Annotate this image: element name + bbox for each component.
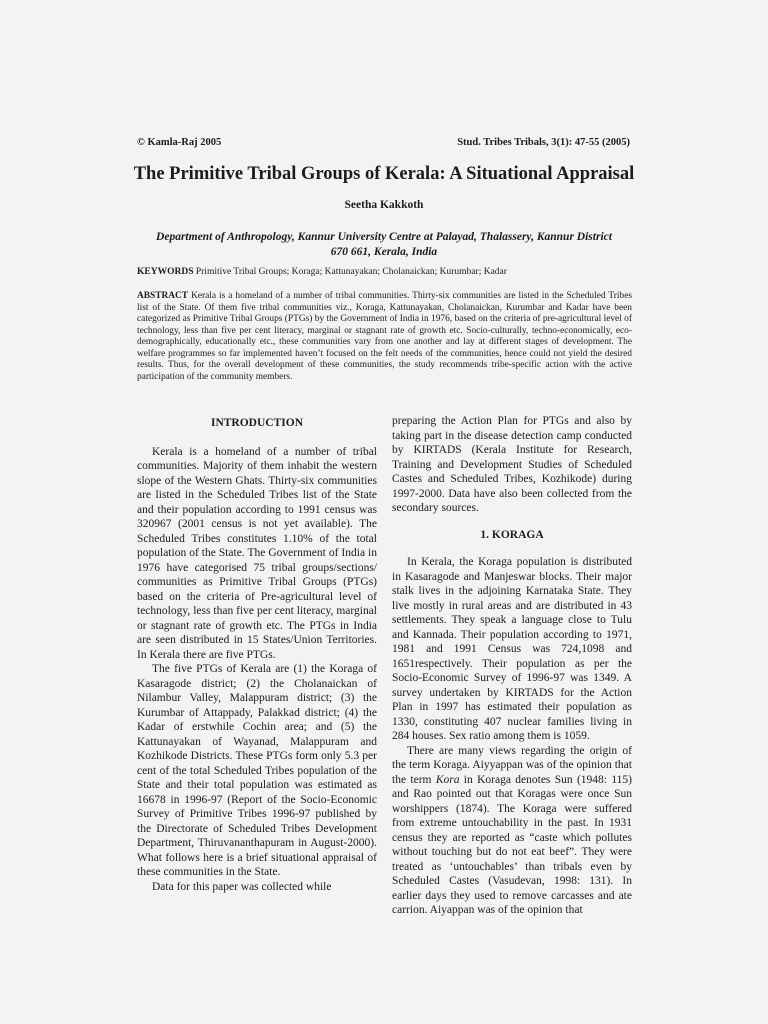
abstract-block: [137, 291, 632, 383]
kora-term: Kora: [435, 773, 460, 786]
right-column: [392, 414, 632, 918]
keywords-label: KEYWORDS: [137, 267, 194, 277]
abstract-text: Kerala is a homeland of a number of tribal communities. Thirty-six communities are listed in the Scheduled Tribes list of the State. Of them five tribal communities viz., Koraga, Kattunayakan, Cholanaickan, Kurumbar and Kadar have been categorized as Primitive Tribal Groups (PTGs) by the Government of India in 1976, based on the criteria of pre-agricultural level of technology, less than five per cent literacy, marginal or stagnant rate of growth etc. Socio-culturally, techno-economically, eco-demographically, educationally etc., these communities vary from one another and lay at different stages of development. The welfare programmes so far implemented haven’t focused on the felt needs of the communities, hence could not yield the desired results. Thus, for the overall development of these communities, the study recommends tribe-specific action with the active participation of the community members.: [137, 291, 633, 382]
koraga-paragraph-2: [392, 744, 632, 918]
author-affiliation: Department of Anthropology, Kannur University Centre at Palayad, Thalassery, Kannur District 670 661, Kerala, India: [156, 231, 612, 258]
author-name: Seetha Kakkoth: [344, 199, 424, 211]
intro-paragraph-2: The five PTGs of Kerala are (1) the Koraga of Kasaragode district; (2) the Cholanaickan of Nilambur Valley, Malappuram district; (3) the Kurumbar of Attappady, Palakkad district; (4) the Kadar of erstwhile Cochin area; and (5) the Kattunayakan of Wayanad, Malappuram and Kozhikode Districts. These PTGs form only 5.3 per cent of the total Scheduled Tribes population of the State and their total population was estimated as 16678 in 1996-97 (Report of the Socio-Economic Survey of Primitive Tribes 1996-97 published by the Directorate of Scheduled Tribes Development Department, Thiruvananthapuram in August-2000). What follows here is a brief situational appraisal of these communities in the State.: [137, 663, 377, 878]
koraga-paragraph-2-start: There are many views regarding the origin of the term Koraga. Aiyyappan was of the opinion that the term: [392, 744, 632, 786]
keywords-text: Primitive Tribal Groups; Koraga; Kattunayakan; Cholanaickan; Kurumbar; Kadar: [195, 267, 507, 277]
intro-paragraph-1: Kerala is a homeland of a number of tribal communities. Majority of them inhabit the western slope of the Western Ghats. Thirty-six communities are listed in the Scheduled Tribes list of the State and their population according to 1991 census was 320967 (2001 census is not yet available). The Scheduled Tribes constitutes 1.10% of the total population of the State. The Government of India in 1976 have categorised 75 tribal groups/sections/ communities as Primitive Tribal Groups (PTGs) based on the criteria of Pre-agricultural level of technology, less than five per cent literacy, marginal or stagnant rate of growth etc. The PTGs in India are seen distributed in 15 States/Union Territories. In Kerala there are five PTGs.: [137, 445, 377, 661]
intro-paragraph-3: Data for this paper was collected while: [152, 880, 332, 893]
koraga-paragraph-2-end: in Koraga denotes Sun (1948: 115) and Rao pointed out that Koragas were once Sun worshippers (1874). The Koraga were suffered from extreme untouchability in the past. In 1931 census they are reported as “caste which pollutes without touching but do not eat beef”. They were treated as ‘untouchables’ than tribals even by Scheduled Castes (Vasudevan, 1998: 131). In earlier days they used to remove carcasses and ate carrion. Aiyappan was of the opinion that: [392, 773, 632, 916]
keywords-block: [137, 266, 637, 278]
journal-citation-header: Stud. Tribes Tribals, 3(1): 47-55 (2005): [457, 137, 630, 148]
copyright-header: © Kamla-Raj 2005: [137, 137, 222, 148]
introduction-heading: INTRODUCTION: [210, 417, 303, 429]
koraga-paragraph-1: In Kerala, the Koraga population is distributed in Kasaragode and Manjeswar blocks. Their major stalk lives in the adjoining Karnataka State. They live mostly in rural areas and are distributed in 43 settlements. They speak a language close to Tulu and Kannada. Their population according to 1971, 1981 and 1991 Census was 724,1098 and 1651respectively. Their population as per the Socio-Economic Survey of 1996-97 was 1349. A survey undertaken by KIRTADS for the Action Plan in 1997 has estimated their population as 1330, constituting 407 nuclear families living in 284 houses. Sex ratio among them is 1059.: [392, 556, 632, 742]
left-column: [137, 414, 377, 894]
intro-continuation: preparing the Action Plan for PTGs and also by taking part in the disease detection camp conducted by KIRTADS (Kerala Institute for Research, Training and Development Studies of Scheduled Castes and Scheduled Tribes, Kozhikode) during 1997-2000. Data have also been collected from the secondary sources.: [392, 415, 632, 514]
koraga-section-heading: 1. KORAGA: [480, 528, 544, 541]
paper-title: The Primitive Tribal Groups of Kerala: A Situational Appraisal: [133, 164, 635, 184]
abstract-label: ABSTRACT: [137, 291, 189, 301]
